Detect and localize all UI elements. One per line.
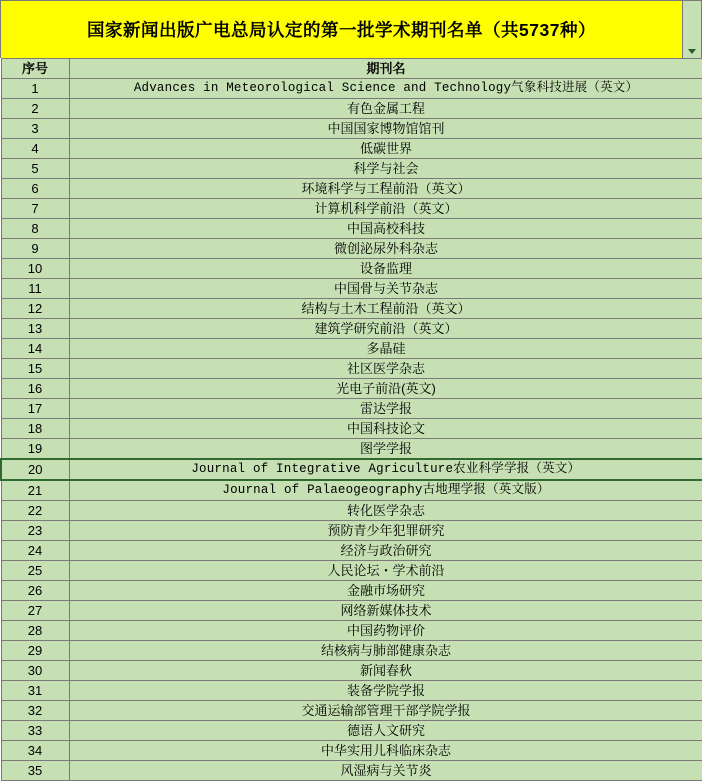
table-row[interactable] <box>1 521 702 541</box>
table-row[interactable] <box>1 279 702 299</box>
table-body <box>1 79 702 781</box>
cell-index[interactable]: 1 <box>1 79 69 99</box>
table-row[interactable] <box>1 439 702 460</box>
cell-journal-name[interactable]: 中国骨与关节杂志 <box>69 279 702 299</box>
cell-index[interactable]: 17 <box>1 399 69 419</box>
title-banner <box>0 0 702 58</box>
table-row[interactable] <box>1 480 702 501</box>
cell-index[interactable]: 21 <box>1 480 69 501</box>
cell-journal-name[interactable]: 有色金属工程 <box>69 99 702 119</box>
cell-journal-name[interactable]: 中国科技论文 <box>69 419 702 439</box>
cell-index[interactable]: 6 <box>1 179 69 199</box>
cell-index[interactable]: 27 <box>1 601 69 621</box>
cell-index[interactable]: 24 <box>1 541 69 561</box>
cell-journal-name[interactable]: 网络新媒体技术 <box>69 601 702 621</box>
table-row[interactable] <box>1 459 702 480</box>
cell-journal-name[interactable]: 微创泌尿外科杂志 <box>69 239 702 259</box>
cell-index[interactable]: 30 <box>1 661 69 681</box>
table-row[interactable] <box>1 379 702 399</box>
cell-index[interactable]: 12 <box>1 299 69 319</box>
table-row[interactable] <box>1 501 702 521</box>
cell-index[interactable]: 19 <box>1 439 69 460</box>
cell-journal-name[interactable]: 社区医学杂志 <box>69 359 702 379</box>
table-row[interactable] <box>1 159 702 179</box>
table-row[interactable] <box>1 541 702 561</box>
cell-journal-name[interactable]: 转化医学杂志 <box>69 501 702 521</box>
cell-index[interactable]: 3 <box>1 119 69 139</box>
table-row[interactable] <box>1 179 702 199</box>
table-row[interactable] <box>1 701 702 721</box>
cell-journal-name[interactable]: 人民论坛・学术前沿 <box>69 561 702 581</box>
cell-index[interactable]: 34 <box>1 741 69 761</box>
column-header-index[interactable]: 序号 <box>1 59 69 79</box>
cell-journal-name[interactable]: 建筑学研究前沿（英文） <box>69 319 702 339</box>
cell-journal-name[interactable]: 金融市场研究 <box>69 581 702 601</box>
cell-journal-name[interactable]: 光电子前沿(英文) <box>69 379 702 399</box>
cell-index[interactable]: 22 <box>1 501 69 521</box>
cell-index[interactable]: 13 <box>1 319 69 339</box>
cell-index[interactable]: 32 <box>1 701 69 721</box>
journal-table <box>0 58 702 781</box>
chevron-down-icon[interactable] <box>688 49 696 54</box>
cell-index[interactable]: 35 <box>1 761 69 781</box>
title-filter-cell[interactable] <box>683 1 701 58</box>
table-row[interactable] <box>1 99 702 119</box>
table-row[interactable] <box>1 219 702 239</box>
cell-index[interactable]: 31 <box>1 681 69 701</box>
cell-journal-name[interactable]: 新闻春秋 <box>69 661 702 681</box>
table-row[interactable] <box>1 399 702 419</box>
cell-journal-name[interactable]: 预防青少年犯罪研究 <box>69 521 702 541</box>
table-row[interactable] <box>1 641 702 661</box>
cell-journal-name[interactable]: 低碳世界 <box>69 139 702 159</box>
cell-journal-name[interactable]: 图学学报 <box>69 439 702 460</box>
column-header-name[interactable]: 期刊名 <box>69 59 702 79</box>
cell-journal-name[interactable]: 装备学院学报 <box>69 681 702 701</box>
table-row[interactable] <box>1 621 702 641</box>
cell-index[interactable]: 10 <box>1 259 69 279</box>
cell-index[interactable]: 20 <box>1 459 69 480</box>
cell-index[interactable]: 14 <box>1 339 69 359</box>
table-row[interactable] <box>1 761 702 781</box>
cell-journal-name[interactable]: Journal of Palaeogeography古地理学报（英文版） <box>69 480 702 501</box>
cell-index[interactable]: 8 <box>1 219 69 239</box>
cell-journal-name[interactable]: Advances in Meteorological Science and Technology气象科技进展（英文） <box>69 79 702 99</box>
table-row[interactable] <box>1 239 702 259</box>
cell-journal-name[interactable]: 经济与政治研究 <box>69 541 702 561</box>
cell-index[interactable]: 28 <box>1 621 69 641</box>
table-row[interactable] <box>1 319 702 339</box>
table-row[interactable] <box>1 601 702 621</box>
table-row[interactable] <box>1 681 702 701</box>
cell-index[interactable]: 5 <box>1 159 69 179</box>
cell-index[interactable]: 16 <box>1 379 69 399</box>
cell-journal-name[interactable]: 结构与土木工程前沿（英文） <box>69 299 702 319</box>
cell-index[interactable]: 11 <box>1 279 69 299</box>
cell-journal-name[interactable]: 交通运输部管理干部学院学报 <box>69 701 702 721</box>
cell-journal-name[interactable]: 计算机科学前沿（英文） <box>69 199 702 219</box>
cell-index[interactable]: 7 <box>1 199 69 219</box>
cell-journal-name[interactable]: 结核病与肺部健康杂志 <box>69 641 702 661</box>
cell-journal-name[interactable]: 中国高校科技 <box>69 219 702 239</box>
table-row[interactable] <box>1 139 702 159</box>
table-row[interactable] <box>1 259 702 279</box>
table-row[interactable] <box>1 299 702 319</box>
table-row[interactable] <box>1 339 702 359</box>
table-row[interactable] <box>1 119 702 139</box>
cell-journal-name[interactable]: 环境科学与工程前沿（英文） <box>69 179 702 199</box>
cell-index[interactable]: 23 <box>1 521 69 541</box>
table-header-row <box>1 59 702 79</box>
table-row[interactable] <box>1 741 702 761</box>
cell-index[interactable]: 2 <box>1 99 69 119</box>
table-row[interactable] <box>1 199 702 219</box>
cell-journal-name[interactable]: 德语人文研究 <box>69 721 702 741</box>
cell-journal-name[interactable]: 中华实用儿科临床杂志 <box>69 741 702 761</box>
cell-index[interactable]: 15 <box>1 359 69 379</box>
cell-index[interactable]: 9 <box>1 239 69 259</box>
cell-index[interactable]: 4 <box>1 139 69 159</box>
cell-index[interactable]: 33 <box>1 721 69 741</box>
cell-journal-name[interactable]: 雷达学报 <box>69 399 702 419</box>
table-row[interactable] <box>1 661 702 681</box>
table-row[interactable] <box>1 581 702 601</box>
table-row[interactable] <box>1 359 702 379</box>
cell-index[interactable]: 26 <box>1 581 69 601</box>
table-row[interactable] <box>1 561 702 581</box>
cell-journal-name[interactable]: Journal of Integrative Agriculture农业科学学报（英文） <box>69 459 702 480</box>
page-title: 国家新闻出版广电总局认定的第一批学术期刊名单（共5737种） <box>1 1 683 58</box>
cell-journal-name[interactable]: 中国国家博物馆馆刊 <box>69 119 702 139</box>
table-row[interactable] <box>1 419 702 439</box>
cell-journal-name[interactable]: 风湿病与关节炎 <box>69 761 702 781</box>
cell-index[interactable]: 25 <box>1 561 69 581</box>
cell-index[interactable]: 29 <box>1 641 69 661</box>
table-row[interactable] <box>1 79 702 99</box>
cell-journal-name[interactable]: 设备监理 <box>69 259 702 279</box>
cell-index[interactable]: 18 <box>1 419 69 439</box>
table-row[interactable] <box>1 721 702 741</box>
cell-journal-name[interactable]: 科学与社会 <box>69 159 702 179</box>
cell-journal-name[interactable]: 多晶硅 <box>69 339 702 359</box>
cell-journal-name[interactable]: 中国药物评价 <box>69 621 702 641</box>
